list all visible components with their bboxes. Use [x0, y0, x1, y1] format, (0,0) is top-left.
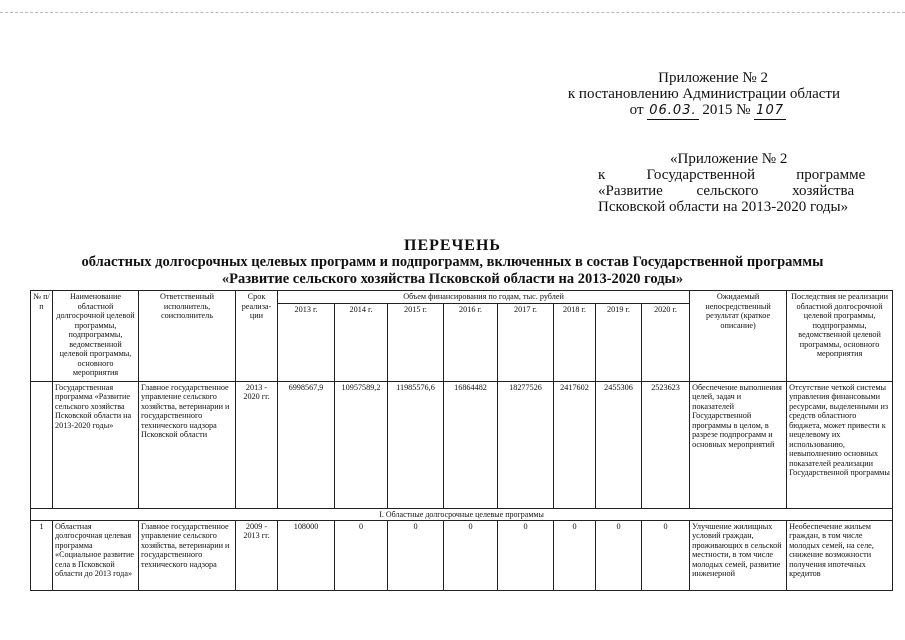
header-executor: Ответственный исполнитель, соисполнитель	[139, 291, 236, 382]
header-name: Наименование областной долгосрочной целевой программы, подпрограммы, ведомственной целевой программы, основного мероприятия	[53, 291, 139, 382]
cell-value: 108000	[278, 520, 335, 590]
appendix2-line4: Псковской области на 2013-2020 годы»	[598, 199, 849, 215]
appendix-line1: Приложение № 2	[658, 70, 768, 86]
cell-num	[31, 381, 53, 508]
header-finance: Объем финансирования по годам, тыс. рублей	[278, 291, 690, 304]
header-year: 2013 г.	[278, 303, 335, 381]
cell-value: 0	[388, 520, 444, 590]
header-term: Срок реализа-ции	[236, 291, 278, 382]
cell-value: 10957589,2	[335, 381, 388, 508]
cell-num: 1	[31, 520, 53, 590]
cell-value: 0	[596, 520, 642, 590]
cell-value: 0	[444, 520, 498, 590]
header-year: 2015 г.	[388, 303, 444, 381]
cell-value: 0	[554, 520, 596, 590]
cell-executor: Главное государственное управление сельского хозяйства, ветеринарии и государственного технического надзора	[139, 520, 236, 590]
cell-executor: Главное государственное управление сельского хозяйства, ветеринарии и государственного технического надзора Псковской области	[139, 381, 236, 508]
cell-value: 2417602	[554, 381, 596, 508]
cell-result: Обеспечение выполнения целей, задач и показателей Государственной программы в целом, в разрезе подпрограмм и основных мероприятий	[690, 381, 787, 508]
cell-consequences: Необеспечение жильем граждан, в том числе молодых семей, на селе, снижение возможности получения ипотечных кредитов	[787, 520, 893, 590]
appendix2-block	[598, 151, 866, 215]
appendix-line3	[540, 102, 840, 120]
table-header-row	[31, 291, 893, 304]
cell-consequences: Отсутствие четкой системы управления финансовыми ресурсами, выделенными из средств областного бюджета, может привести к нецелевому их использованию, невыполнению основных показателей реализации Государственной программы	[787, 381, 893, 508]
header-year: 2017 г.	[498, 303, 554, 381]
appendix-date-prefix: от	[629, 102, 644, 118]
header-year: 2020 г.	[642, 303, 690, 381]
cell-result: Улучшение жилищных условий граждан, проживающих в сельской местности, в том числе молодых семей, развитие инженерной	[690, 520, 787, 590]
cell-value: 0	[642, 520, 690, 590]
cell-term: 2013 - 2020 гг.	[236, 381, 278, 508]
header-result: Ожидаемый непосредственный результат (краткое описание)	[690, 291, 787, 382]
cell-value: 6998567,9	[278, 381, 335, 508]
cell-value: 11985576,6	[388, 381, 444, 508]
appendix-number-prefix: 2015 №	[702, 102, 751, 118]
header-year: 2019 г.	[596, 303, 642, 381]
header-num: № п/п	[31, 291, 53, 382]
document-title: ПЕРЕЧЕНЬ	[404, 237, 501, 254]
handwritten-date: 06.03.	[649, 103, 697, 118]
header-year: 2014 г.	[335, 303, 388, 381]
appendix-line2: к постановлению Администрации области	[567, 86, 840, 102]
cell-value: 2523623	[642, 381, 690, 508]
section-title: I. Областные долгосрочные целевые программы	[31, 508, 893, 520]
cell-value: 18277526	[498, 381, 554, 508]
header-year: 2018 г.	[554, 303, 596, 381]
appendix-block	[540, 70, 840, 120]
table-row	[31, 381, 893, 508]
document-subtitle-line1: областных долгосрочных целевых программ и подпрограмм, включенных в состав Государственной программы	[81, 254, 824, 270]
appendix2-line2: к Государственной программе	[598, 167, 866, 183]
cell-value: 16864482	[444, 381, 498, 508]
document-subtitle-line2: «Развитие сельского хозяйства Псковской области на 2013-2020 годы»	[221, 271, 684, 287]
appendix2-line1: «Приложение № 2	[670, 151, 788, 167]
program-list-table	[30, 290, 893, 591]
header-consequences: Последствия не реализации областной долгосрочной целевой программы, подпрограммы, ведомственной целевой программы, основного мероприятия	[787, 291, 893, 382]
page-edge	[0, 0, 905, 13]
cell-value: 0	[498, 520, 554, 590]
handwritten-number: 107	[756, 103, 784, 118]
cell-term: 2009 - 2013 гг.	[236, 520, 278, 590]
appendix2-line3: «Развитие сельского хозяйства	[598, 183, 855, 199]
header-year: 2016 г.	[444, 303, 498, 381]
cell-name: Областная долгосрочная целевая программа «Социальное развитие села в Псковской области до 2013 года»	[53, 520, 139, 590]
section-row	[31, 508, 893, 520]
cell-name: Государственная программа «Развитие сельского хозяйства Псковской области на 2013-2020 годы»	[53, 381, 139, 508]
cell-value: 0	[335, 520, 388, 590]
cell-value: 2455306	[596, 381, 642, 508]
table-row	[31, 520, 893, 590]
